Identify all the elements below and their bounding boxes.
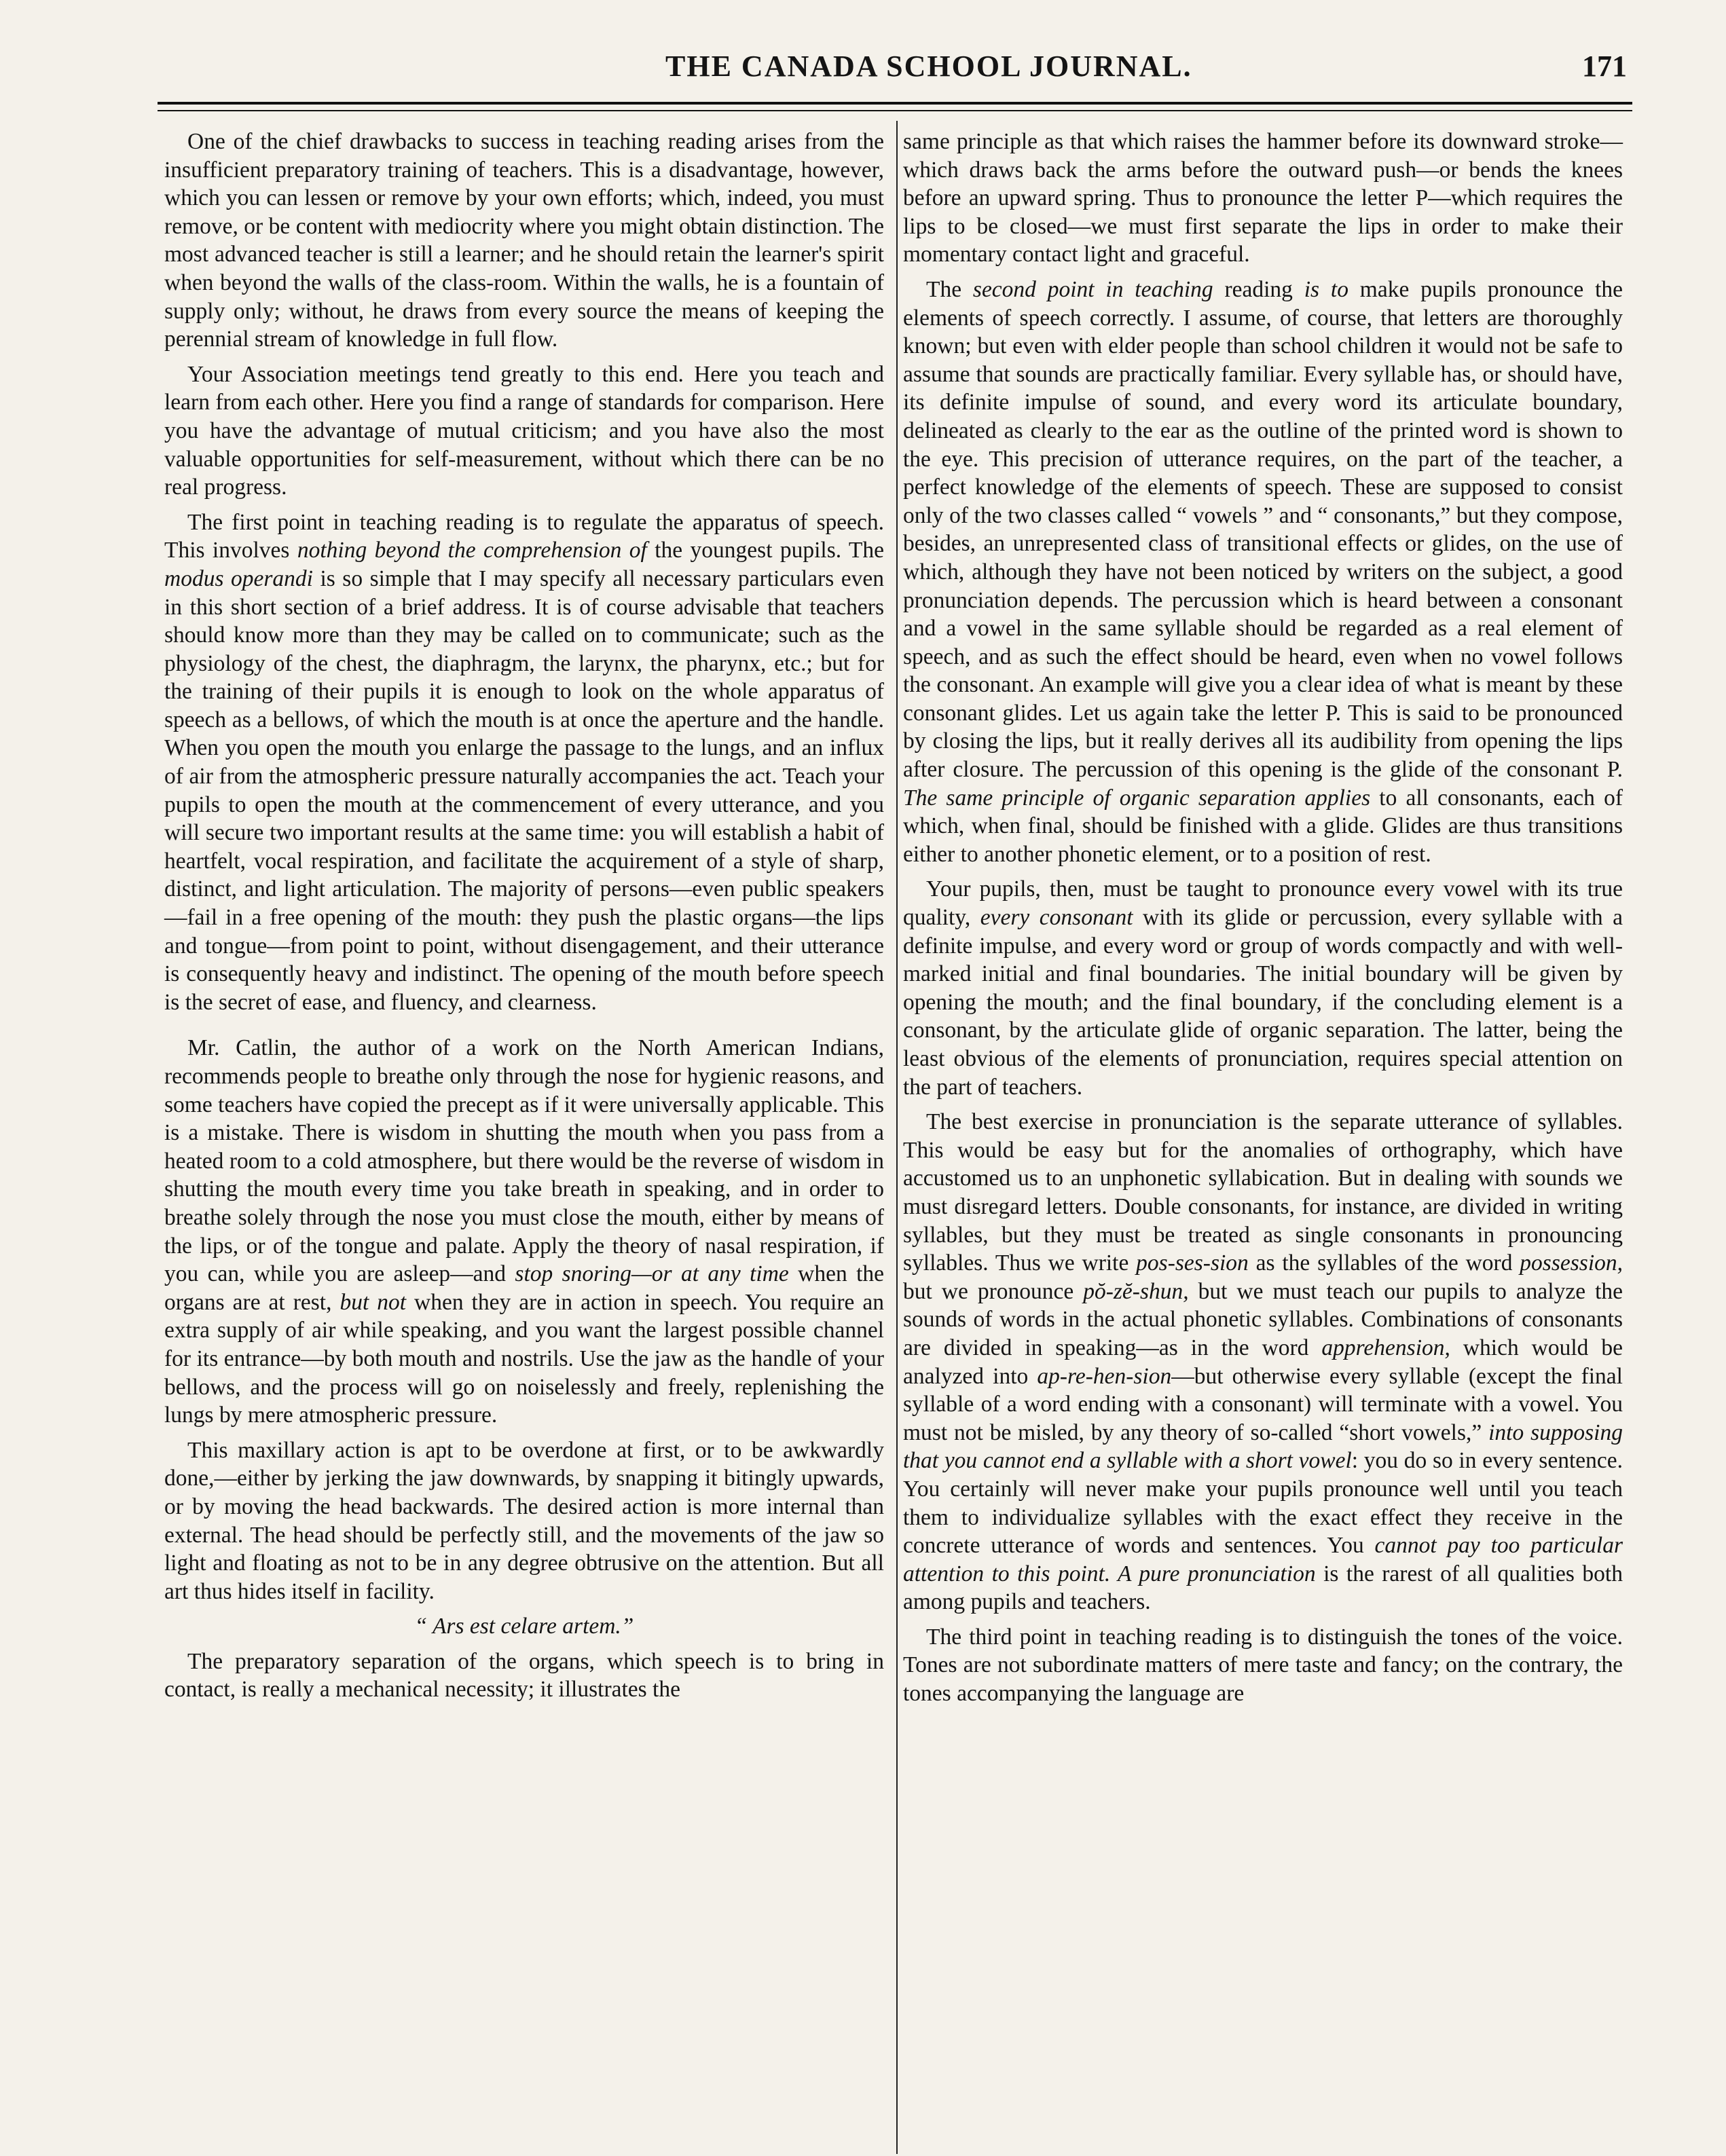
italic-run: but not: [339, 1289, 407, 1315]
italic-run: The same principle of organic separation applies: [903, 785, 1371, 811]
italic-run: stop snoring—or at any time: [515, 1261, 789, 1287]
text-run: Your pupils, then, must be taught to pronounce every vowel with its true quality,: [903, 876, 1623, 931]
paragraph: The preparatory separation of the organs, which speech is to bring in contact, is really a mechanical necessity; it illustrates the: [164, 1648, 884, 1703]
column-divider: [896, 121, 898, 2154]
text-run: when the organs are at rest,: [164, 1261, 884, 1315]
text-run: when they are in action in speech. You require an extra supply of air while speaking, and you want the largest possible channel for its entrance—by both mouth and nostrils. Use the jaw as the handle of your bellows, and the process will go on noiselessly and freely, replenishing the lungs by mere atmospheric pressure.: [164, 1289, 884, 1428]
italic-run: nothing beyond the comprehension of: [297, 538, 647, 563]
italic-run: pŏ-zĕ-shun,: [1083, 1278, 1189, 1304]
italic-run: is to: [1304, 276, 1348, 302]
paragraph: The third point in teaching reading is to distinguish the tones of the voice. Tones are not subordinate matters of mere taste and fancy; on the contrary, the tones accompanying the language are: [903, 1624, 1623, 1707]
running-head: [0, 49, 1726, 103]
italic-run: pos-ses-sion: [1136, 1250, 1249, 1276]
text-run: The best exercise in pronunciation is the separate utterance of syllables. This would be easy but for the anomalies of orthography, which have accustomed us to an unphonetic syllabication. But in dealing with sounds we must disregard letters. Double consonants, for instance, are divided in writing syllables, but they must be treated as single consonants in pronouncing syllables. Thus we write: [903, 1109, 1623, 1276]
text-run: make pupils pronounce the elements of speech correctly. I assume, of course, that letters are thoroughly known; but even with elder people than school children it would not be safe to assume that sounds are practically familiar. Every syllable has, or should have, its definite impulse of sound, and every word its articulate boundary, delineated as clearly to the ear as the outline of the printed word is shown to the eye. This precision of utterance requires, on the part of the teacher, a perfect knowledge of the elements of speech. These are supposed to consist only of the two classes called “ vowels ” and “ consonants,” but they compose, besides, an unrepresented class of transitional effects or glides, on the use of which, although they have not been noticed by writers on the subject, a good pronunciation depends. The percussion which is heard between a consonant and a vowel in the same syllable should be regarded as a real element of speech, and as such the effect should be heard, even when no vowel follows the consonant. An example will give you a clear idea of what is meant by these consonant glides. Let us again take the letter P. This is said to be pronounced by closing the lips, but it really derives all its audibility from opening the lips after closure. The percussion of this opening is the glide of the consonant P.: [903, 276, 1623, 783]
paragraph: This maxillary action is apt to be overdone at first, or to be awkwardly done,—either by jerking the jaw downwards, by snapping it bitingly upwards, or by moving the head backwards. The desired action is more internal than external. The head should be perfectly still, and the movements of the jaw so light and floating as not to be in any degree obtrusive on the attention. But all art thus hides itself in facility.: [164, 1437, 884, 1604]
paragraph: same principle as that which raises the hammer before its downward stroke—which draws back the arms before the outward push—or bends the knees before an upward spring. Thus to pronounce the letter P—which requires the lips to be closed—we must first separate the lips in order to make their momentary contact light and graceful.: [903, 129, 1623, 267]
page-number: 171: [1582, 50, 1627, 83]
text-run: with its glide or percussion, every syllable with a definite impulse, and every word or group of words compactly and with well-marked initial and final boundaries. The initial boundary will be given by opening the mouth; and the final boundary, if the concluding element is a consonant, by the articulate glide of organic separation. The latter, being the least obvious of the elements of pronunciation, requires special attention on the part of teachers.: [903, 905, 1623, 1100]
header-rule-thick: [158, 102, 1632, 105]
paragraph: [903, 875, 1623, 1101]
left-column: [164, 128, 884, 1711]
text-run: is the rarest of all qualities both among pupils and teachers.: [903, 1561, 1623, 1615]
italic-run: apprehension,: [1321, 1335, 1450, 1360]
italic-run: second point in teaching: [972, 276, 1213, 302]
text-run: which would be analyzed into: [903, 1335, 1623, 1389]
text-run: but we pronounce: [903, 1278, 1084, 1304]
paragraph: [903, 276, 1623, 868]
italic-run: into supposing that you cannot end a syllable with a short vowel: [903, 1419, 1623, 1474]
text-run: The first point in teaching reading is to regulate the apparatus of speech. This involves: [164, 509, 884, 563]
text-run: Mr. Catlin, the author of a work on the North American Indians, recommends people to breathe only through the nose for hygienic reasons, and some teachers have copied the precept as if it were universally applicable. This is a mistake. There is wisdom in shutting the mouth when you pass from a heated room to a cold atmosphere, but there would be the reverse of wisdom in shutting the mouth every time you take breath in speaking, and in order to breathe solely through the nose you must close the mouth, either by means of the lips, or of the tongue and palate. Apply the theory of nasal respiration, if you can, while you are asleep—and: [164, 1035, 884, 1287]
text-run: to all consonants, each of which, when final, should be finished with a glide. Glides are thus transitions either to another phonetic element, or to a position of rest.: [903, 785, 1623, 867]
text-run: : you do so in every sentence. You certainly will never make your pupils pronounce well until you teach them to individualize syllables with the exact effect they receive in the concrete utterance of words and sentences. You: [903, 1448, 1623, 1559]
text-run: the youngest pupils. The: [646, 538, 884, 563]
paragraph: One of the chief drawbacks to success in teaching reading arises from the insufficient preparatory training of teachers. This is a disadvantage, however, which you can lessen or remove by your own efforts; which, indeed, you must remove, or be content with mediocrity where you might obtain distinction. The most advanced teacher is still a learner; and he should retain the learner's spirit when beyond the walls of the class-room. Within the walls, he is a fountain of supply only; without, he draws from every source the means of keeping the perennial stream of knowledge in full flow.: [164, 129, 884, 352]
italic-run: cannot pay too particular attention to this point. A pure pronunciation: [903, 1533, 1623, 1586]
paragraph: Your Association meetings tend greatly to this end. Here you teach and learn from each other. Here you find a range of standards for comparison. Here you have the advantage of mutual criticism; and you have also the most valuable opportunities for self-measurement, without which there can be no real progress.: [164, 361, 884, 500]
journal-title: THE CANADA SCHOOL JOURNAL.: [665, 50, 1192, 83]
header-rule-thin: [158, 110, 1632, 111]
latin-quote: “ Ars est celare artem.”: [414, 1614, 634, 1639]
paragraph: [164, 1034, 884, 1429]
right-column: [903, 128, 1623, 1715]
paragraph: [164, 508, 884, 1017]
text-run: —but otherwise every syllable (except the final syllable of a word ending with a consonant) will terminate with a vowel. You must not be misled, by any theory of so-called “short vowels,”: [903, 1363, 1623, 1445]
text-run: as the syllables of the word: [1248, 1250, 1520, 1276]
text-run: is so simple that I may specify all necessary particulars even in this short section of a brief address. It is of course advisable that teachers should know more than they may be called on to communicate; such as the physiology of the chest, the diaphragm, the larynx, the pharynx, etc.; but for the training of their pupils it is enough to look on the whole apparatus of speech as a bellows, of which the mouth is at once the aperture and the handle. When you open the mouth you enlarge the passage to the lungs, and an influx of air from the atmospheric pressure naturally accompanies the act. Teach your pupils to open the mouth at the commencement of every utterance, and you will secure two important results at the same time: you will establish a habit of heartfelt, vocal respiration, and facilitate the acquirement of a style of sharp, distinct, and light articulation. The majority of persons—even public speakers—fail in a free opening of the mouth: they push the plastic organs—the lips and tongue—from point to point, without disengagement, and their utterance is consequently heavy and indistinct. The opening of the mouth before speech is the secret of ease, and fluency, and clearness.: [164, 565, 884, 1015]
italic-run: every consonant: [980, 905, 1133, 931]
text-run: The: [926, 276, 973, 302]
text-run: but we must teach our pupils to analyze the sounds of words in the actual phonetic syllables. Combinations of consonants are divided in speaking—as in the word: [903, 1278, 1623, 1360]
italic-run: modus operandi: [164, 565, 313, 591]
text-run: reading: [1213, 276, 1304, 302]
italic-run: possession,: [1520, 1250, 1623, 1276]
italic-run: ap-re-hen-sion: [1037, 1363, 1172, 1389]
paragraph: [903, 1108, 1623, 1616]
